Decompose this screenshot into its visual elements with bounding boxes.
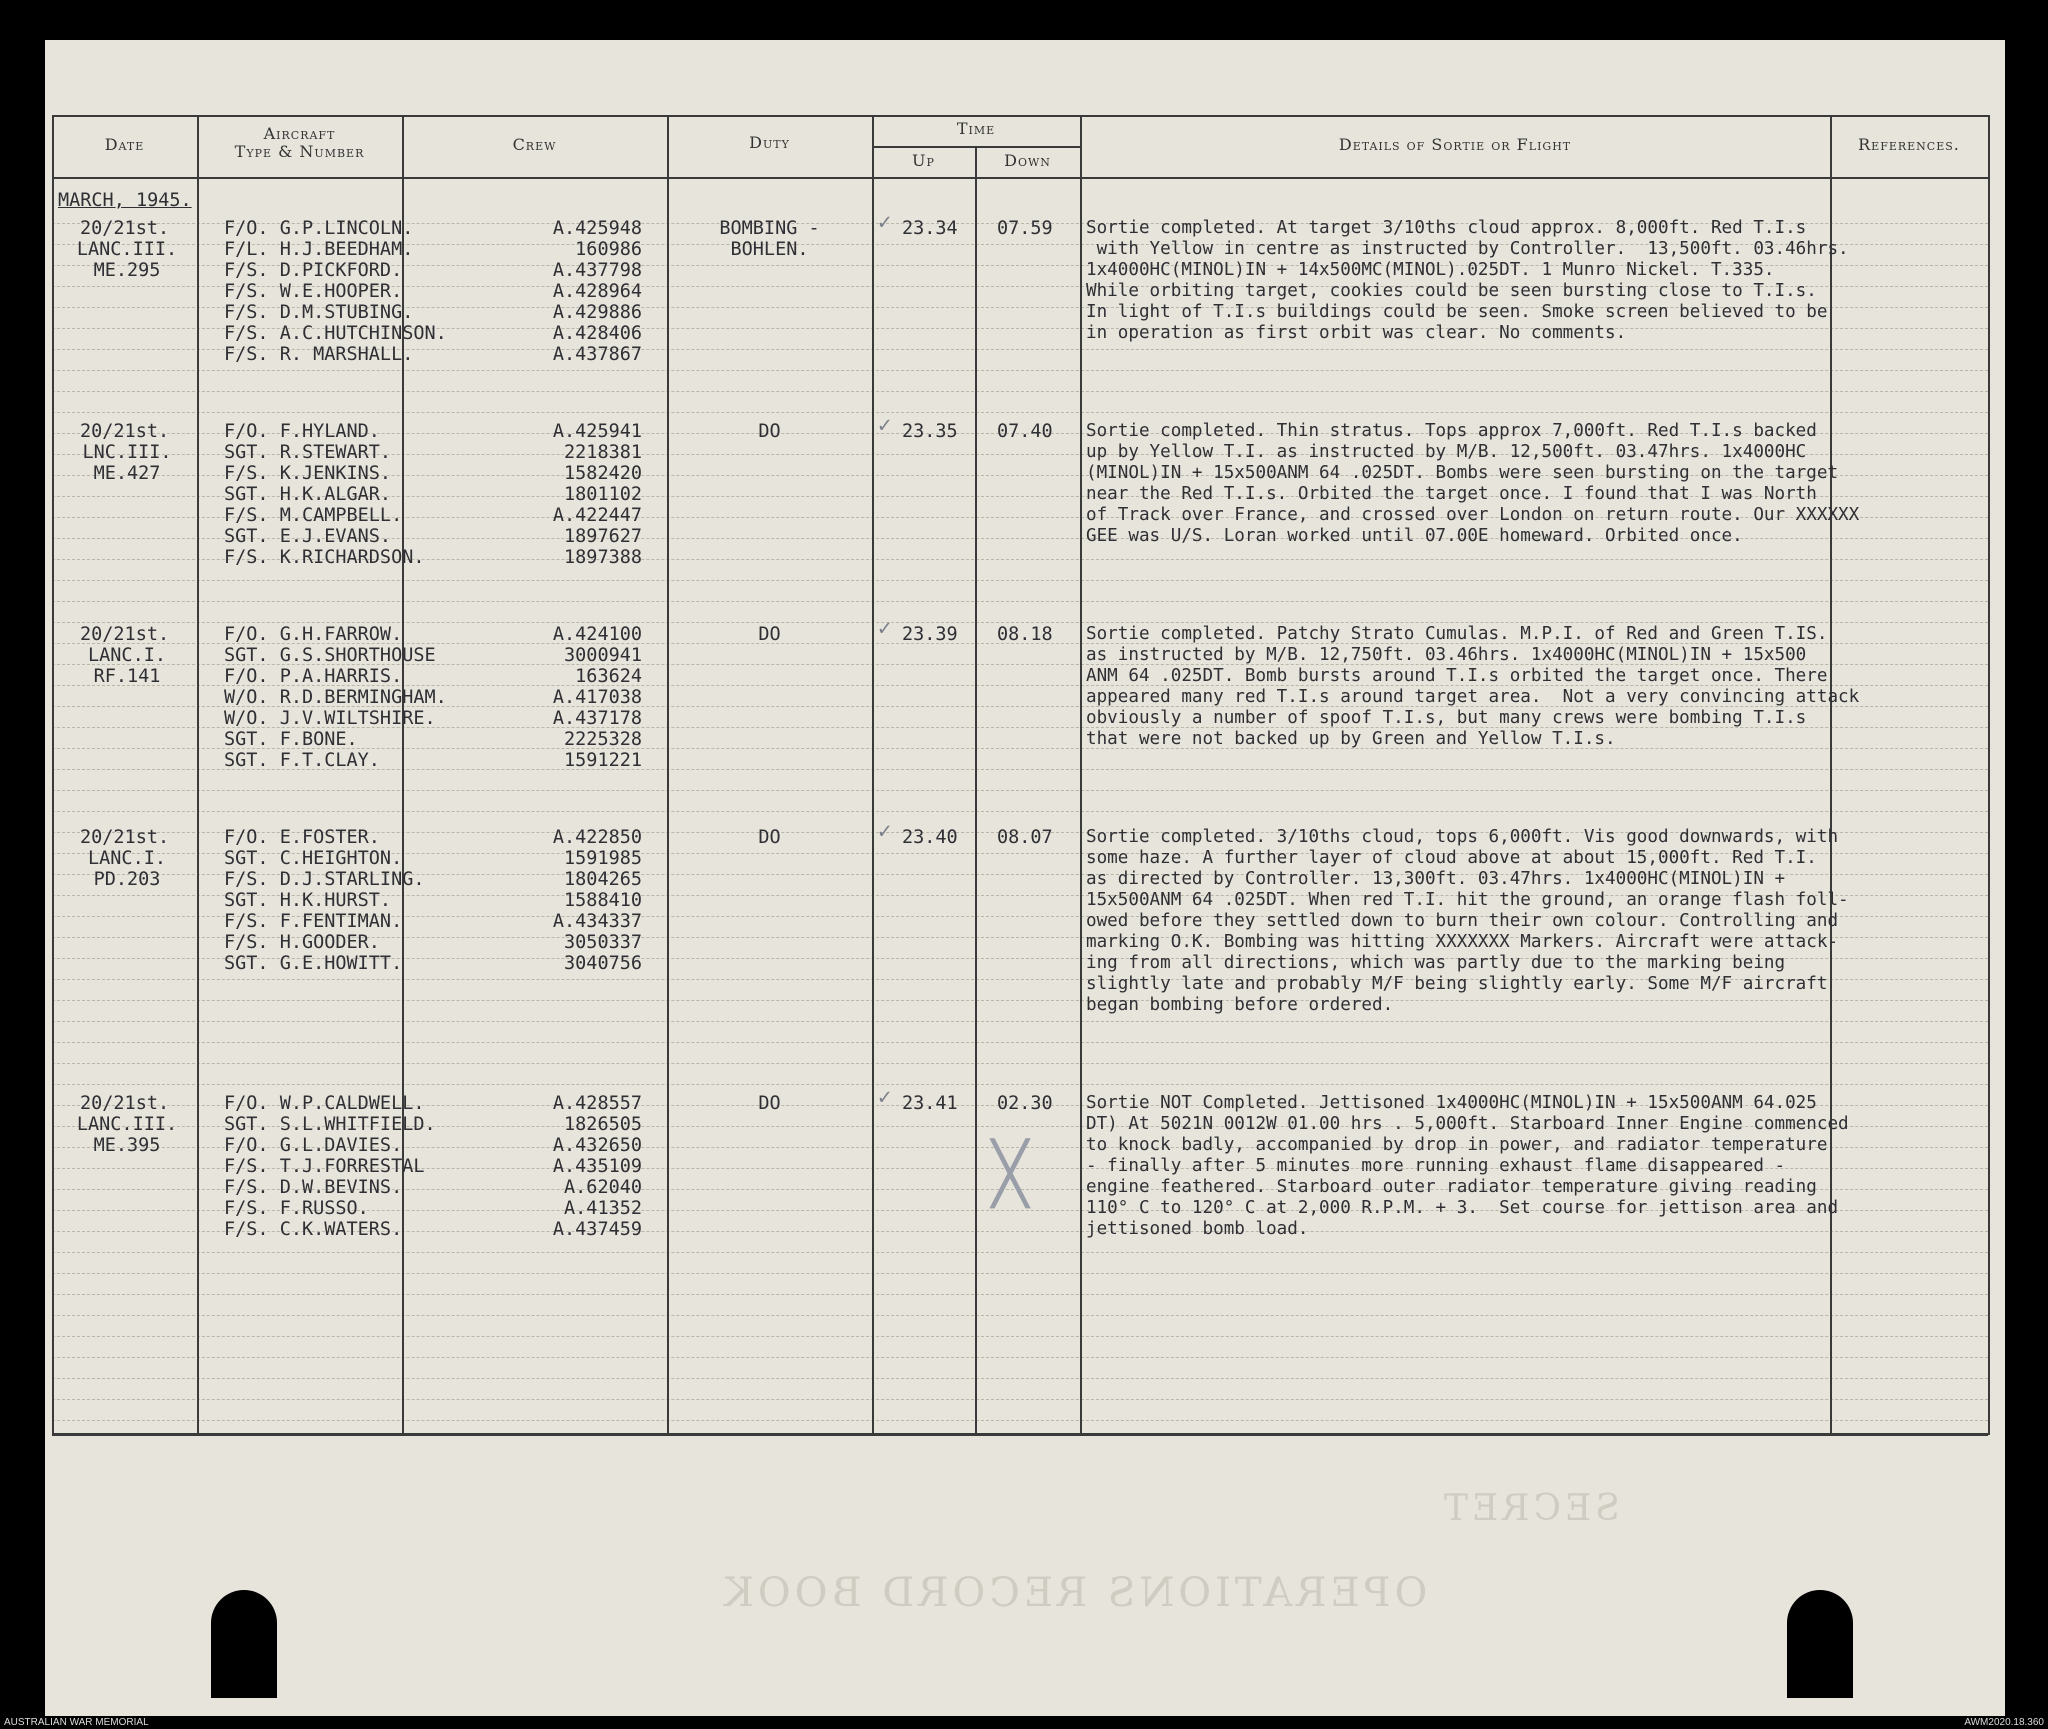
entry-aircraft: LANC.III. ME.395 bbox=[76, 1114, 178, 1156]
entry-aircraft: LNC.III. ME.427 bbox=[82, 442, 172, 484]
entry-duty: DO bbox=[758, 624, 781, 645]
crew-service-number: A.428557 bbox=[552, 1093, 642, 1114]
ruled-line bbox=[52, 1378, 1988, 1379]
entry-time-down: 02.30 bbox=[997, 1093, 1053, 1114]
entry-details: Sortie completed. Patchy Strato Cumulas. M.P.I. of Red and Green T.IS. as instructed by M/B. 12,750ft. 03.46hrs. 1x4000HC(MINOL)IN + 15x500 ANM 64 .025DT. Bomb bursts around T.I.s orbited the target once. There appeared many red T.I.s around target area. Not a very convincing attack obviously a number of spoof T.I.s, but many crews were bombing T.I.s that were not backed up by Green and Yellow T.I.s. bbox=[1086, 624, 1860, 749]
ruled-line bbox=[52, 412, 1988, 413]
ruled-line bbox=[52, 811, 1988, 812]
crew-name: W/O. J.V.WILTSHIRE. bbox=[224, 708, 436, 729]
header-duty: Duty bbox=[749, 133, 790, 152]
entry-duty: DO bbox=[758, 827, 781, 848]
header-date: Date bbox=[104, 135, 145, 154]
crew-name: F/S. C.K.WATERS. bbox=[224, 1219, 403, 1240]
crew-name: F/S. F.FENTIMAN. bbox=[224, 911, 403, 932]
binder-hole-left bbox=[211, 1590, 277, 1698]
crew-name: F/S. W.E.HOOPER. bbox=[224, 281, 403, 302]
crew-service-number: A.434337 bbox=[552, 911, 642, 932]
crew-name: SGT. F.T.CLAY. bbox=[224, 750, 380, 771]
entry-date: 20/21st. bbox=[80, 218, 170, 239]
handwritten-cross: ╳ bbox=[992, 1140, 1029, 1207]
crew-name: F/S. T.J.FORRESTAL bbox=[224, 1156, 425, 1177]
crew-name: SGT. E.J.EVANS. bbox=[224, 526, 392, 547]
entry-time-up: 23.34 bbox=[902, 218, 958, 239]
table-bottom-border bbox=[52, 1433, 1988, 1436]
entry-date: 20/21st. bbox=[80, 1093, 170, 1114]
crew-service-number: 2218381 bbox=[564, 442, 642, 463]
crew-service-number: 3050337 bbox=[564, 932, 642, 953]
crew-service-number: A.417038 bbox=[552, 687, 642, 708]
operations-table bbox=[52, 115, 1988, 1435]
crew-name: SGT. F.BONE. bbox=[224, 729, 358, 750]
crew-service-number: A.41352 bbox=[564, 1198, 642, 1219]
entry-time-up: 23.39 bbox=[902, 624, 958, 645]
month-heading: MARCH, 1945. bbox=[58, 190, 192, 211]
bleed-through-text: OPERATIONS RECORD BOOK bbox=[720, 1570, 1428, 1616]
crew-service-number: A.429886 bbox=[552, 302, 642, 323]
header-aircraft: Aircraft Type & Number bbox=[234, 124, 365, 161]
crew-service-number: A.422447 bbox=[552, 505, 642, 526]
crew-name: SGT. R.STEWART. bbox=[224, 442, 392, 463]
ruled-line bbox=[52, 1252, 1988, 1253]
crew-name: F/L. H.J.BEEDHAM. bbox=[224, 239, 414, 260]
crew-service-number: A.422850 bbox=[552, 827, 642, 848]
crew-service-number: 1826505 bbox=[564, 1114, 642, 1135]
crew-name: W/O. R.D.BERMINGHAM. bbox=[224, 687, 447, 708]
ruled-line bbox=[52, 1021, 1988, 1022]
crew-service-number: 1897627 bbox=[564, 526, 642, 547]
ruled-line bbox=[52, 601, 1988, 602]
header-details: Details of Sortie or Flight bbox=[1338, 135, 1572, 154]
entry-aircraft: LANC.III. ME.295 bbox=[76, 239, 178, 281]
ruled-line bbox=[52, 580, 1988, 581]
crew-name: F/O. G.L.DAVIES. bbox=[224, 1135, 403, 1156]
crew-service-number: A.437178 bbox=[552, 708, 642, 729]
crew-service-number: A.437459 bbox=[552, 1219, 642, 1240]
entry-details: Sortie completed. At target 3/10ths cloud approx. 8,000ft. Red T.I.s with Yellow in centre as instructed by Controller. 13,500ft. 03.46hrs. 1x4000HC(MINOL)IN + 14x500MC(MINOL).025DT. 1 Munro Nickel. T.335. While orbiting target, cookies could be seen bursting close to T.I.s. In light of T.I.s buildings could be seen. Smoke screen believed to be in operation as first orbit was clear. No comments. bbox=[1086, 218, 1849, 343]
crew-name: F/S. H.GOODER. bbox=[224, 932, 380, 953]
ruled-line bbox=[52, 370, 1988, 371]
crew-service-number: A.62040 bbox=[564, 1177, 642, 1198]
header-time-up: Up bbox=[912, 151, 935, 170]
header-references: References. bbox=[1858, 135, 1960, 154]
crew-name: F/S. D.M.STUBING. bbox=[224, 302, 414, 323]
crew-service-number: A.435109 bbox=[552, 1156, 642, 1177]
ruled-line bbox=[52, 391, 1988, 392]
ruled-line bbox=[52, 790, 1988, 791]
crew-service-number: A.424100 bbox=[552, 624, 642, 645]
crew-service-number: A.428964 bbox=[552, 281, 642, 302]
crew-name: F/S. D.PICKFORD. bbox=[224, 260, 403, 281]
entry-details: Sortie completed. 3/10ths cloud, tops 6,000ft. Vis good downwards, with some haze. A further layer of cloud above at about 15,000ft. Red T.I. as directed by Controller. 13,300ft. 03.47hrs. 1x4000HC(MINOL)IN + 15x500ANM 64 .025DT. When red T.I. hit the ground, an orange flash foll- owed before they settled down to burn their own colour. Controlling and marking O.K. Bombing was hitting XXXXXXX Markers. Aircraft were attack- ing from all directions, which was partly due to the marking being slightly late and probably M/F being slightly early. Some M/F aircraft began bombing before ordered. bbox=[1086, 827, 1849, 1015]
entry-details: Sortie NOT Completed. Jettisoned 1x4000HC(MINOL)IN + 15x500ANM 64.025 DT) At 5021N 0012W 01.00 hrs . 5,000ft. Starboard Inner Engine commenced to knock badly, accompanied by drop in power, and radiator temperature - finally after 5 minutes more running exhaust flame disappeared - engine feathered. Starboard outer radiator temperature giving reading 110° C to 120° C at 2,000 R.P.M. + 3. Set course for jettison area and jettisoned bomb load. bbox=[1086, 1093, 1849, 1239]
crew-name: SGT. C.HEIGHTON. bbox=[224, 848, 403, 869]
crew-name: F/S. K.RICHARDSON. bbox=[224, 547, 425, 568]
check-mark: ✓ bbox=[878, 413, 892, 438]
ruled-line bbox=[52, 1063, 1988, 1064]
crew-service-number: 1588410 bbox=[564, 890, 642, 911]
crew-name: F/S. D.W.BEVINS. bbox=[224, 1177, 403, 1198]
table-top-border bbox=[52, 115, 1988, 117]
header-time: Time bbox=[956, 119, 996, 138]
crew-service-number: A.432650 bbox=[552, 1135, 642, 1156]
bleed-through-text: SECRET bbox=[1440, 1488, 1620, 1529]
header-bottom-border bbox=[52, 177, 1988, 179]
entry-time-down: 07.40 bbox=[997, 421, 1053, 442]
crew-name: F/O. F.HYLAND. bbox=[224, 421, 380, 442]
ruled-line bbox=[52, 1294, 1988, 1295]
crew-service-number: A.425941 bbox=[552, 421, 642, 442]
header-crew: Crew bbox=[512, 135, 557, 154]
ruled-line bbox=[52, 1399, 1988, 1400]
crew-service-number: A.437867 bbox=[552, 344, 642, 365]
crew-service-number: 3040756 bbox=[564, 953, 642, 974]
header-time-down: Down bbox=[1004, 151, 1051, 170]
column-divider bbox=[52, 115, 54, 1435]
check-mark: ✓ bbox=[878, 210, 892, 235]
entry-date: 20/21st. bbox=[80, 624, 170, 645]
crew-service-number: A.428406 bbox=[552, 323, 642, 344]
entry-time-up: 23.35 bbox=[902, 421, 958, 442]
crew-service-number: 1804265 bbox=[564, 869, 642, 890]
crew-name: F/O. W.P.CALDWELL. bbox=[224, 1093, 425, 1114]
footer-left: AUSTRALIAN WAR MEMORIAL bbox=[4, 1717, 149, 1728]
crew-name: SGT. G.E.HOWITT. bbox=[224, 953, 403, 974]
ruled-line bbox=[52, 1420, 1988, 1421]
crew-service-number: A.437798 bbox=[552, 260, 642, 281]
ruled-line bbox=[52, 1084, 1988, 1085]
crew-service-number: A.425948 bbox=[552, 218, 642, 239]
crew-name: F/S. R. MARSHALL. bbox=[224, 344, 414, 365]
entry-duty: BOMBING - BOHLEN. bbox=[719, 218, 820, 260]
entry-date: 20/21st. bbox=[80, 827, 170, 848]
crew-name: F/S. F.RUSSO. bbox=[224, 1198, 369, 1219]
entry-aircraft: LANC.I. PD.203 bbox=[88, 848, 166, 890]
crew-name: F/O. G.P.LINCOLN. bbox=[224, 218, 414, 239]
ruled-line bbox=[52, 1336, 1988, 1337]
check-mark: ✓ bbox=[878, 819, 892, 844]
entry-time-down: 08.18 bbox=[997, 624, 1053, 645]
column-divider bbox=[872, 115, 874, 1435]
ruled-line bbox=[52, 1315, 1988, 1316]
time-divider bbox=[975, 146, 977, 1435]
crew-service-number: 3000941 bbox=[564, 645, 642, 666]
column-divider bbox=[1988, 115, 1990, 1435]
entry-aircraft: LANC.I. RF.141 bbox=[88, 645, 166, 687]
crew-name: F/S. M.CAMPBELL. bbox=[224, 505, 403, 526]
ruled-line bbox=[52, 1042, 1988, 1043]
entry-time-up: 23.40 bbox=[902, 827, 958, 848]
column-divider bbox=[197, 115, 199, 1435]
check-mark: ✓ bbox=[878, 616, 892, 641]
entry-duty: DO bbox=[758, 1093, 781, 1114]
crew-service-number: 1591221 bbox=[564, 750, 642, 771]
crew-name: F/O. P.A.HARRIS. bbox=[224, 666, 403, 687]
entry-details: Sortie completed. Thin stratus. Tops approx 7,000ft. Red T.I.s backed up by Yellow T.I. as instructed by M/B. 12,500ft. 03.47hrs. 1x4000HC (MINOL)IN + 15x500ANM 64 .025DT. Bombs were seen bursting on the target near the Red T.I.s. Orbited the target once. I found that I was North of Track over France, and crossed over London on return route. Our XXXXXX GEE was U/S. Loran worked until 07.00E homeward. Orbited once. bbox=[1086, 421, 1860, 546]
crew-name: F/O. G.H.FARROW. bbox=[224, 624, 403, 645]
crew-service-number: 1897388 bbox=[564, 547, 642, 568]
crew-name: SGT. H.K.ALGAR. bbox=[224, 484, 392, 505]
ruled-line bbox=[52, 622, 1988, 623]
crew-name: F/S. K.JENKINS. bbox=[224, 463, 392, 484]
column-divider bbox=[1080, 115, 1082, 1435]
column-divider bbox=[667, 115, 669, 1435]
binder-hole-right bbox=[1787, 1590, 1853, 1698]
crew-service-number: 160986 bbox=[575, 239, 642, 260]
crew-service-number: 1801102 bbox=[564, 484, 642, 505]
ruled-line bbox=[52, 1273, 1988, 1274]
crew-name: SGT. G.S.SHORTHOUSE bbox=[224, 645, 436, 666]
entry-date: 20/21st. bbox=[80, 421, 170, 442]
crew-name: SGT. S.L.WHITFIELD. bbox=[224, 1114, 436, 1135]
check-mark: ✓ bbox=[878, 1085, 892, 1110]
entry-time-down: 07.59 bbox=[997, 218, 1053, 239]
crew-service-number: 1591985 bbox=[564, 848, 642, 869]
ruled-line bbox=[52, 1357, 1988, 1358]
crew-name: F/S. D.J.STARLING. bbox=[224, 869, 425, 890]
crew-service-number: 1582420 bbox=[564, 463, 642, 484]
crew-service-number: 2225328 bbox=[564, 729, 642, 750]
crew-name: F/S. A.C.HUTCHINSON. bbox=[224, 323, 447, 344]
entry-time-up: 23.41 bbox=[902, 1093, 958, 1114]
entry-duty: DO bbox=[758, 421, 781, 442]
footer-right: AWM2020.18.360 bbox=[1964, 1717, 2044, 1728]
crew-name: F/O. E.FOSTER. bbox=[224, 827, 380, 848]
entry-time-down: 08.07 bbox=[997, 827, 1053, 848]
crew-service-number: 163624 bbox=[575, 666, 642, 687]
crew-name: SGT. H.K.HURST. bbox=[224, 890, 392, 911]
